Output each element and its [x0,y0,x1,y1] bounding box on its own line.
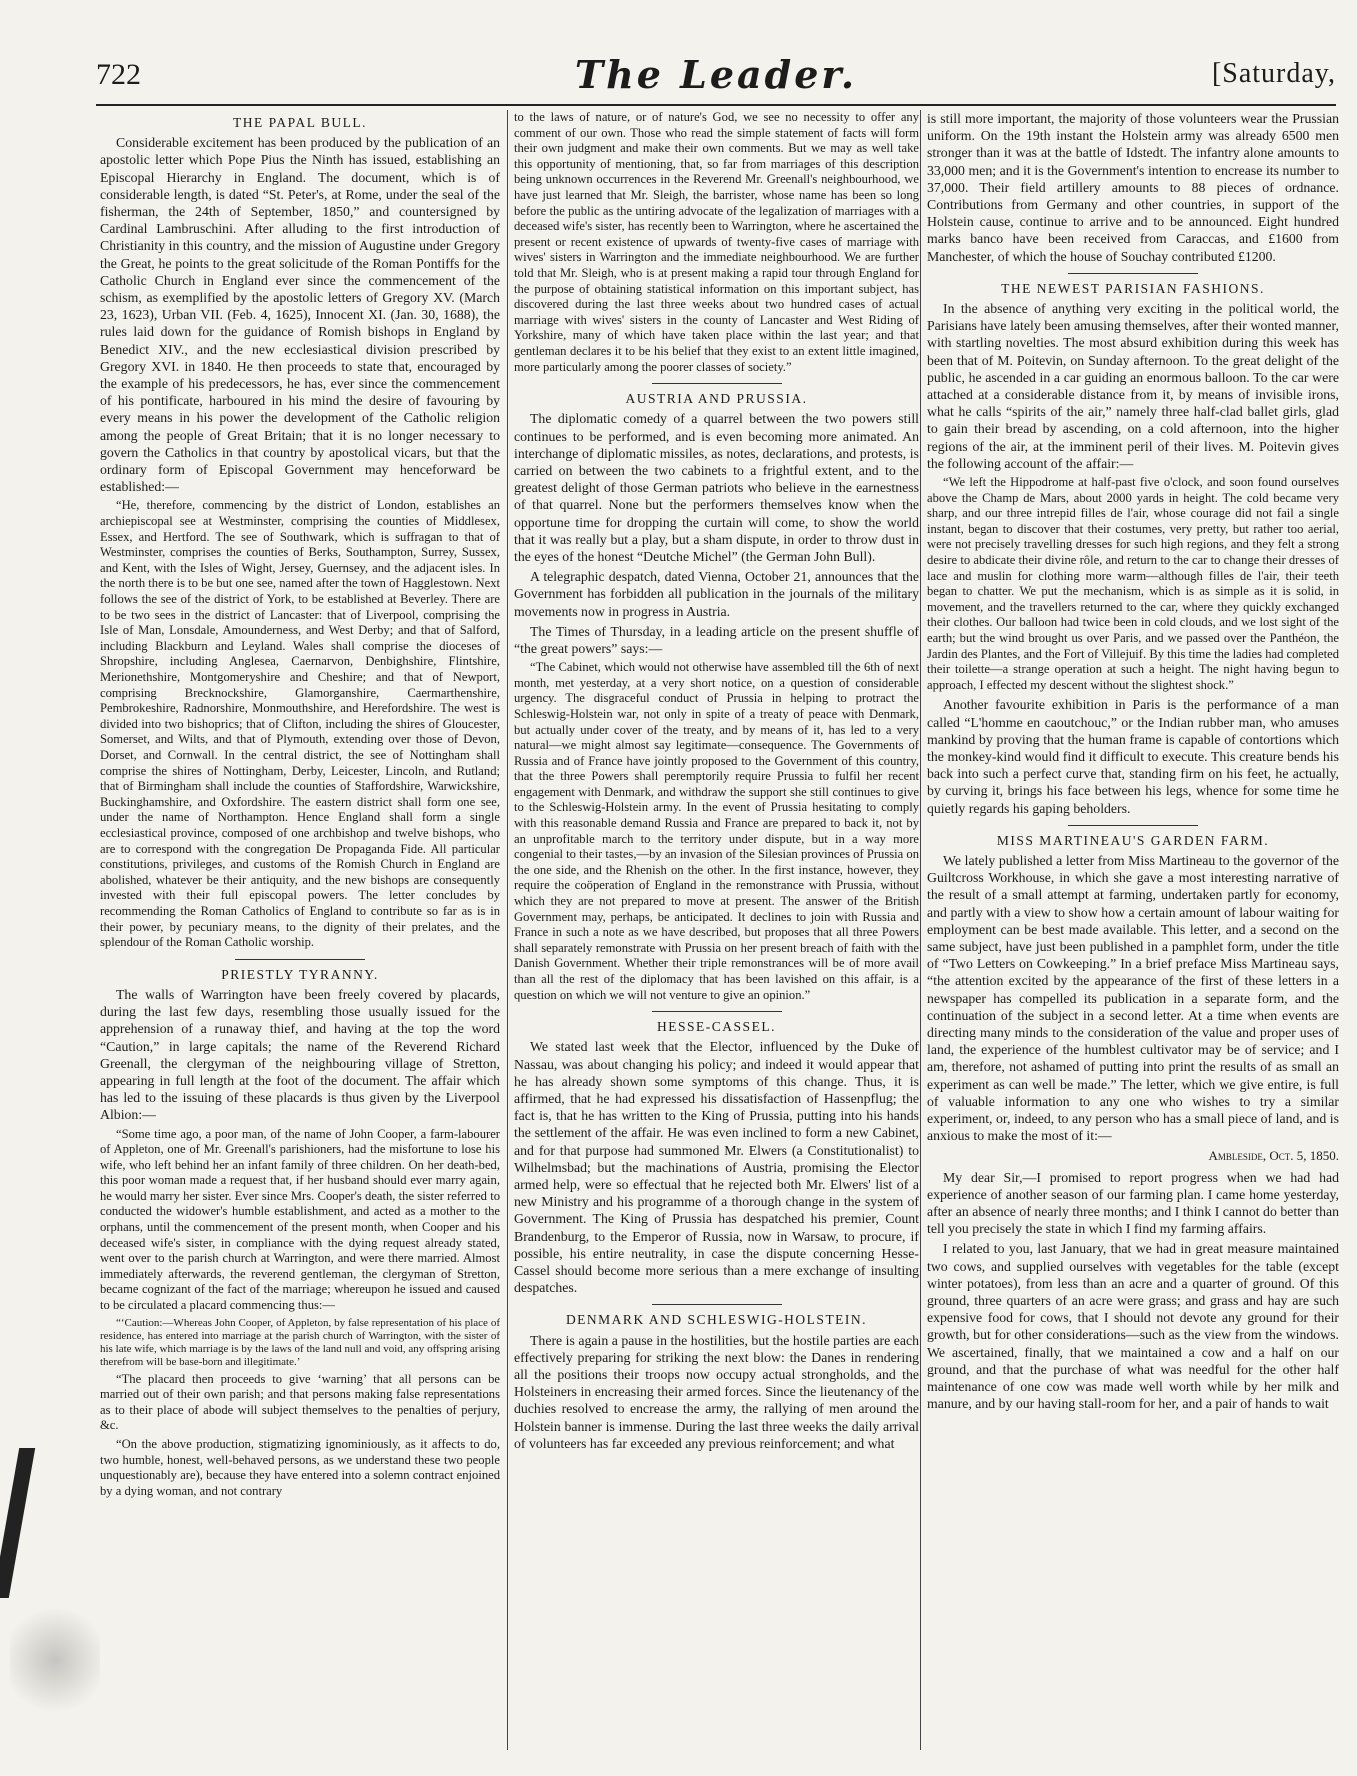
masthead [96,52,1336,104]
section-divider [652,1304,782,1305]
quoted-paragraph: “He, therefore, commencing by the district of London, establishes an archiepiscopal see at Westminster, comprising the counties of Middlesex, Essex, and Hertford. The see of Southwark, which is suffragan to that of Westminster, comprises the counties of Berks, Southampton, Surrey, Sussex, and Kent, with the Isles of Wight, Jersey, Guernsey, and the adjacent isles. In the north there is to be but one see, named after the town of Hagglestown. Next follows the see of the district of York, to be established at Beverley. There are to be two sees in the district of Lancaster: that of Liverpool, comprising the Isle of Man, Lonsdale, Amounderness, and West Derby; and that of Salford, including Blackburn and Leyland. Wales shall comprise the dioceses of Shropshire, including Anglesea, Caernarvon, Denbighshire, Flintshire, Merionethshire, Montgomeryshire and Cheshire; and that of Newport, comprising Brecknockshire, Glamorganshire, Caermarthenshire, Pembrokeshire, Radnorshire, Monmouthshire, and Herefordshire. The west is divided into two bishoprics; that of Clifton, including the shires of Gloucester, Somerset, and Wilts, and that of Plymouth, extending over those of Devon, Dorset, and Cornwall. In the central district, the see of Nottingham shall comprise the shires of Nottingham, Derby, Leicester, Lincoln, and Rutland; that of Birmingham shall include the counties of Staffordshire, Warwickshire, Buckinghamshire, and Oxfordshire. The eastern district shall form one see, under the name of Northampton. Hence England shall form a single ecclesiastical province, composed of one archbishop and twelve bishops, who are to correspond with the congregation De Propaganda Fide. All particular constitutions, privileges, and customs of the Romish Church in England are abolished, whatever be their antiquity, and the new bishops are consequently invested with their full episcopal powers. The letter concludes by recommending the Roman Catholics of England to contribute so far as is in their power, by pecuniary means, to the dignity of their prelates, and the splendour of the Roman Catholic worship. [100,498,500,950]
issue-day: [Saturday, [1211,58,1336,89]
column-1 [100,110,500,1750]
paragraph: Another favourite exhibition in Paris is the performance of a man called “L'homme en caoutchouc,” or the Indian rubber man, who amuses mankind by proving that the human frame is capable of contortions which the monkey-kind would find it difficult to execute. This creature bends his back into such a perfect curve that, standing firm on his feet, he actually, by curving it, brings his face between his legs, whence for some time he quietly regards his gaping beholders. [927,697,1339,816]
continued-paragraph: is still more important, the majority of those volunteers wear the Prussian uniform. On the 19th instant the Holstein army was already 6500 men stronger than it was at the battle of Idstedt. The infantry alone amounts to 33,000 men; and it is the Government's intention to encrease its number to 37,000. Their field artillery amounts to 88 pieces of ordnance. Contributions from Germany and other countries, in support of the Holstein cause, continue to arrive and to be announced. Eight hundred marks banco have been received from Caraccas, and £1600 from Manchester, of which the house of Souchay contributed £1200. [927,111,1339,264]
newspaper-title: The Leader. [574,52,858,97]
paragraph: My dear Sir,—I promised to report progress when we had had experience of another season of our farming plan. I came home yesterday, after an absence of nearly three months; and I think I cannot do better than tell you precisely the state in which I find my farming affairs. [927,1169,1339,1237]
paragraph: The walls of Warrington have been freely covered by placards, during the last few days, resembling those usually issued for the apprehension of a runaway thief, and having at the top the word “Caution,” in large capitals; the name of the Reverend Richard Greenall, the clergyman of the neighbouring village of Stretton, appearing in full length at the foot of the document. The affair which has led to the issuing of these placards is thus given by the Liverpool Albion:— [100,986,500,1123]
quoted-paragraph: “We left the Hippodrome at half-past five o'clock, and soon found ourselves above the Champ de Mars, about 2000 yards in height. The cold became very sharp, and our three intrepid filles de l'air, whose courage did not fail a single instant, began to discover that their costumes, very pretty, but rather too aerial, were not precisely travelling dresses for such high regions, and they felt a strong desire to abdicate their divine rôle, and return to the car to change their dresses of lace and muslin for clothing more warm—although filles de l'air, their teeth began to chatter. We put the mechanism, which is as simple as it is solid, in movement, and the travellers returned to the car, where they quickly exchanged their clothes. Our balloon had twice been in cold clouds, and we lost sight of the earth; but the wind brought us over Paris, and we passed over the Panthéon, the Jardin des Plantes, and the Fort of Villejuif. By this time the ladies had completed their toilette—a strange operation at such a height. The night having begun to approach, I effected my descent without the slightest shock.” [927,475,1339,692]
heading-martineau-farm: MISS MARTINEAU'S GARDEN FARM. [996,832,1270,848]
paragraph: We lately published a letter from Miss Martineau to the governor of the Guiltcross Workhouse, in which she gave a most interesting narrative of the result of a small attempt at farming, undertaken partly for economy, and partly with a view to show how a certain amount of labour waiting for employment can be best made available. This letter, and a second on the same subject, have just been published in a pamphlet form, under the title of “Two Letters on Cowkeeping.” In a brief preface Miss Martineau says, “the attention excited by the appearance of the first of these letters in a newspaper has compelled its publication in a separate form, and the continuation of the subject in a second letter. At a time when events are directing many minds to the consideration of the value and proper uses of land, the experience of the humblest cultivator may be of service; and I am, therefore, not ashamed of putting into print the results of as small an experiment as can well be made.” The letter, which we give entire, is full of valuable information to any one who wishes to try a similar experiment, or, indeed, to any person who has a small piece of land, and is anxious to make the most of it:— [927,853,1339,1144]
heading-hesse-cassel: HESSE-CASSEL. [657,1019,776,1035]
heading-priestly-tyranny: PRIESTLY TYRANNY. [221,966,379,982]
page-smudge [10,1600,100,1720]
heading-parisian-fashions: THE NEWEST PARISIAN FASHIONS. [1001,280,1265,296]
section-divider [1068,273,1198,274]
section-divider [652,1011,782,1012]
caution-notice: “‘Caution:—Whereas John Cooper, of Appleton, by false representation of his place of residence, has entered into marriage at the parish church of Warrington, with the sister of his late wife, which marriage is by the laws of the land null and void, any offspring arising therefrom will be base-born and illegitimate.’ [100,1316,500,1368]
paragraph: We stated last week that the Elector, influenced by the Duke of Nassau, was about changing his policy; and indeed it would appear that he has already shown some symptoms of this change. Thus, it is affirmed, that he had expressed his dissatisfaction of Hassenpflug; the fact is, that he has written to the King of Prussia, putting into his hands the settlement of the affair. He was even inclined to form a new Cabinet, and for that purpose had summoned Mr. Elwers (a Constitutionalist) to Wilhelmsbad; but the machinations of Austria, promising the Elector armed help, were so effectual that he rejected both Mr. Elwers' list of a new Ministry and his programme of a thorough change in the system of Government. The King of Prussia has despatched his premier, Count Brandenburg, to the Emperor of Russia, now in Warsaw, to procure, if possible, his entire neutrality, in case the dispute concerning Hesse-Cassel should become more serious than a mere exchange of insulting despatches. [514,1039,919,1296]
paragraph: The Times of Thursday, in a leading article on the present shuffle of “the great powers” says:— [514,623,919,656]
column-3 [920,110,1339,1750]
quoted-paragraph: “The Cabinet, which would not otherwise have assembled till the 6th of next month, met yesterday, at a very short notice, on a question of considerable urgency. The disgraceful conduct of Prussia in helping to protract the Schleswig-Holstein war, not only in spite of a treaty of peace with Denmark, but actually under cover of the treaty, and by means of it, has led to a very natural—we might almost say legitimate—consequence. The Governments of Russia and of France have jointly proposed to the Government of this country, that the three Powers shall peremptorily require Prussia to fulfil her recent engagement with Denmark, and withdraw the support she still continues to give to the Schleswig-Holstein army. In the event of Prussia hesitating to comply with this reasonable demand Russia and France are prepared to back it, not by an unprofitable march to the territory under dispute, but in a way more congenial to their tastes,—by an invasion of the Silesian provinces of Prussia on the one side, and the Rhenish on the other. In the first instance, however, they require the coöperation of England in the remonstrance with Prussia, without which they are not prepared to move at present. The answer of the British Government may, perhaps, be anticipated. It declines to join with Russia and France in such a note as we have described, but proposes that all three Powers shall separately remonstrate with Prussia on her present breach of faith with the Danish Government. Whether their triple remonstrances will be of more avail than all the rest of the diplomacy that has been lavished on this affair, is a question on which we will not venture to give an opinion.” [514,660,919,1002]
section-divider [652,383,782,384]
heading-papal-bull: THE PAPAL BULL. [233,115,367,130]
paragraph: A telegraphic despatch, dated Vienna, October 21, announces that the Government has forbidden all publication in the journals of the military movements now in progress in Austria. [514,569,919,619]
quoted-paragraph: “Some time ago, a poor man, of the name of John Cooper, a farm-labourer of Appleton, one of Mr. Greenall's parishioners, had the misfortune to lose his wife, who left behind her an infant family of three children. On her death-bed, this poor woman made a request that, if her husband should ever marry again, he would marry her sister. Ever since Mrs. Cooper's death, the sister referred to conducted the widower's humble establishment, and acted as a mother to the orphans, until the commencement of the present month, when Cooper and his deceased wife's sister, in compliance with the dying request already stated, went over to the parish church at Warrington, and were there married. Almost immediately afterwards, the reverend gentleman, the clergyman of Stretton, became cognizant of the fact of the marriage; whereupon he issued and caused to be circulated a placard commencing thus:— [100,1126,500,1313]
quoted-paragraph: “The placard then proceeds to give ‘warning’ that all persons can be married out of their own parish; and that persons making false representations as to their place of abode will subject themselves to the penalties of perjury, &c. [100,1371,500,1433]
page-number: 722 [96,58,141,91]
section-divider [1068,825,1198,826]
header-rule [96,104,1336,106]
letter-dateline: Ambleside, Oct. 5, 1850. [1208,1148,1339,1164]
column-2 [507,110,919,1750]
paragraph: In the absence of anything very exciting in the political world, the Parisians have lately been amusing themselves, after their wonted manner, with startling novelties. The most absurd exhibition during this week has been that of M. Poitevin, on Sunday afternoon. To the great delight of the public, he ascended in a car guiding an enormous balloon. To the car were attached at a considerable distance from it, by means of invisible irons, what he calls “spirits of the air,” namely three half-clad ballet girls, glad to gain their bread by ascending, on a cold afternoon, into the higher regions of the air, at the imminent peril of their lives. M. Poitevin gives the following account of the affair:— [927,301,1339,471]
ink-mark [0,1448,35,1598]
heading-austria-prussia: AUSTRIA AND PRUSSIA. [625,391,808,407]
quoted-paragraph: “On the above production, stigmatizing ignominiously, as it affects to do, two humble, honest, well-behaved persons, as we understand these two people unquestionably are), because they have entered into a solemn contract enjoined by a dying woman, and not contrary [100,1437,500,1498]
continued-paragraph: to the laws of nature, or of nature's God, we see no necessity to offer any comment of our own. Those who read the simple statement of facts will form their own judgment and make their own comments. But we may as well take this opportunity of mentioning, that, so far from marriages of this description being unknown occurrences in the Reverend Mr. Greenall's neighbourhood, we have just learned that Mr. Sleigh, the barrister, whose name has been so long before the public as the untiring advocate of the legalization of marriages with a deceased wife's sister, has recently been to Warrington, where he ascertained the present or recent existence of upwards of twenty-five cases of marriage with wives' sisters in Warrington and the immediate neighbourhood. We are further told that Mr. Sleigh, who is at present making a rapid tour through England for the purpose of obtaining statistical information on this important subject, has discovered during the last three weeks about two hundred cases of actual marriage with wives' sisters in the county of Lancaster and West Riding of Yorkshire, many of which have taken place within the last year; and that gentleman declares it to be his belief that they exist to an extent little imagined, more particularly among the poorer classes of society.” [514,110,919,374]
heading-denmark: DENMARK AND SCHLESWIG-HOLSTEIN. [565,1312,868,1328]
paragraph: I related to you, last January, that we had in great measure maintained two cows, and supplied ourselves with vegetables for the table (except winter potatoes), from less than an acre and a quarter of ground. Of this ground, three quarters of an acre were grass; and grass and hay are such expensive food for cows, that I should not devote any ground for their growth, but for other considerations—such as the view from the windows. We ascertained, finally, that we maintained a cow and a half on our ground, and that the purchase of what was needful for the other half maintenance of one cow was made well worth while by her milk and manure, and by our having stall-room for her, and a pair of hands to wait [927,1241,1339,1412]
section-divider [235,959,365,960]
paragraph: The diplomatic comedy of a quarrel between the two powers still continues to be performed, and is even becoming more animated. An interchange of diplomatic missiles, as notes, declarations, and protests, is carried on between the two cabinets to a frightful extent, and to the greatest delight of those German patriots who believe in the earnestness of that quarrel. None but the performers themselves know when the opportune time for dropping the curtain will come, to show the world that it was really but a play, but a sham dispute, in order to throw dust in the eyes of the honest “Deutche Michel” (the German John Bull). [514,411,919,564]
paragraph: Considerable excitement has been produced by the publication of an apostolic letter which Pope Pius the Ninth has issued, establishing an Episcopal Hierarchy in England. The document, which is of considerable length, is dated “St. Peter's, at Rome, under the seal of the fisherman, the 24th of September, 1850,” and countersigned by Cardinal Lambruschini. After alluding to the first introduction of Christianity in this country, and the mission of Augustine under Gregory the Great, he points to the great solicitude of the Roman Pontiffs for the Catholic Church in England ever since the commencement of the schism, as exemplified by the apostolic letters of Gregory XV. (March 23, 1623), Urban VII. (Feb. 4, 1625), Innocent XI. (Jan. 30, 1688), the rules laid down for the guidance of Romish bishops in England by Benedict XIV., and the new ecclesiastical division prescribed by Gregory XVI. in 1840. He then proceeds to state that, encouraged by the example of his predecessors, he has, ever since the commencement of his pontificate, harboured in his mind the desire of favouring by every means in his power the development of the Catholic religion among the people of Great Britain; that it is no longer necessary to govern the Catholics in that country by apostolical vicars, but that the ordinary form of Episcopal Government may henceforward be established:— [100,135,500,495]
paragraph: There is again a pause in the hostilities, but the hostile parties are each effectively preparing for striking the next blow: the Danes in rendering all the positions their troops now occupy actual strongholds, and the Holsteiners in encreasing their armed forces. Since the lieutenancy of the duchies resolved to encrease the army, the rallying of men around the Holstein banner is immense. During the last three weeks the daily arrival of volunteers has far exceeded any previous reinforcement; and what [514,1332,919,1451]
